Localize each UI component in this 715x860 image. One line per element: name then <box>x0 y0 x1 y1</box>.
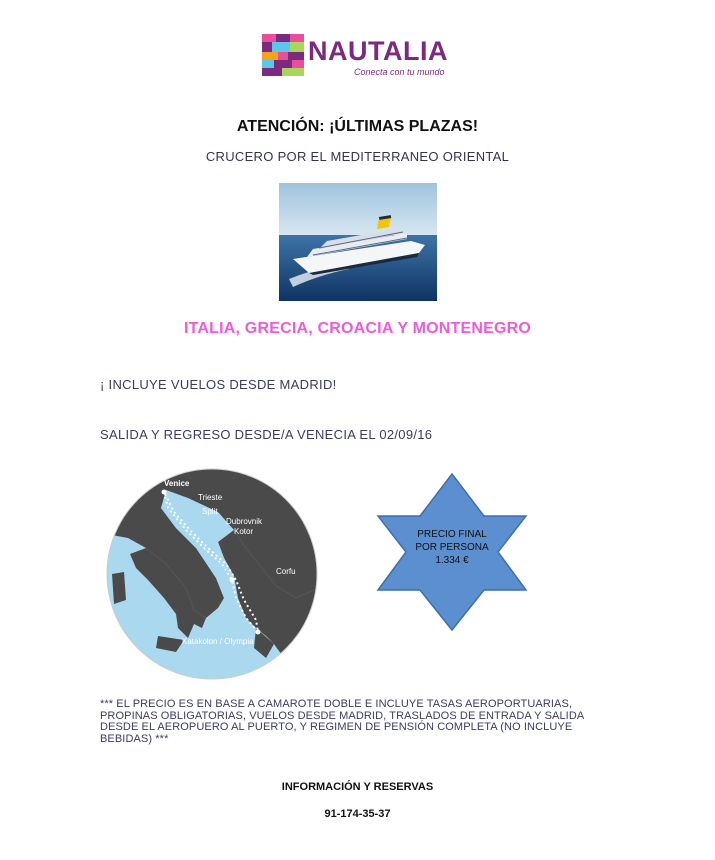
nautalia-logo <box>262 34 452 80</box>
price-box <box>410 528 494 567</box>
departure-note: SALIDA Y REGRESO DESDE/A VENECIA EL 02/09/16 <box>100 427 433 442</box>
map-port-label: Venice <box>164 479 190 488</box>
price-amount: 1.334 € <box>435 555 469 566</box>
flights-note: ¡ INCLUYE VUELOS DESDE MADRID! <box>100 377 337 392</box>
cruise-ship-photo <box>279 183 437 301</box>
logo-mosaic-icon <box>262 34 304 76</box>
map-port-label: Kotor <box>234 527 254 536</box>
contact-title: INFORMACIÓN Y RESERVAS <box>281 781 434 793</box>
price-label-line2: POR PERSONA <box>415 542 489 553</box>
fine-print: *** EL PRECIO ES EN BASE A CAMAROTE DOBLE E INCLUYE TASAS AEROPORTUARIAS, PROPINAS OBLIGATORIAS, VUELOS DESDE MADRID, TRASLADOS DE ENTRADA Y SALIDA DESDE EL AEROPUERO AL PUERTO, Y REGIMEN DE PENSIÓN COMPLETA (NO INCLUYE BEBIDAS) *** <box>100 698 584 745</box>
contact-phone: 91-174-35-37 <box>324 808 391 820</box>
destinations-heading: ITALIA, GRECIA, CROACIA Y MONTENEGRO <box>183 320 532 337</box>
logo-tagline: Conecta con tu mundo <box>354 67 445 77</box>
price-label-line1: PRECIO FINAL <box>417 529 487 540</box>
map-port-label: Trieste <box>198 493 223 502</box>
map-port-label: Split <box>202 507 218 516</box>
map-port-label: Dubrovnik <box>226 517 263 526</box>
route-map <box>106 468 318 680</box>
logo-wordmark: NAUTALIA <box>308 36 448 66</box>
page-subtitle: CRUCERO POR EL MEDITERRANEO ORIENTAL <box>205 149 510 164</box>
page-title: ATENCIÓN: ¡ÚLTIMAS PLAZAS! <box>236 118 479 135</box>
map-port-label: Katakolon / Olympia <box>182 637 254 646</box>
map-port-label: Corfu <box>276 567 296 576</box>
